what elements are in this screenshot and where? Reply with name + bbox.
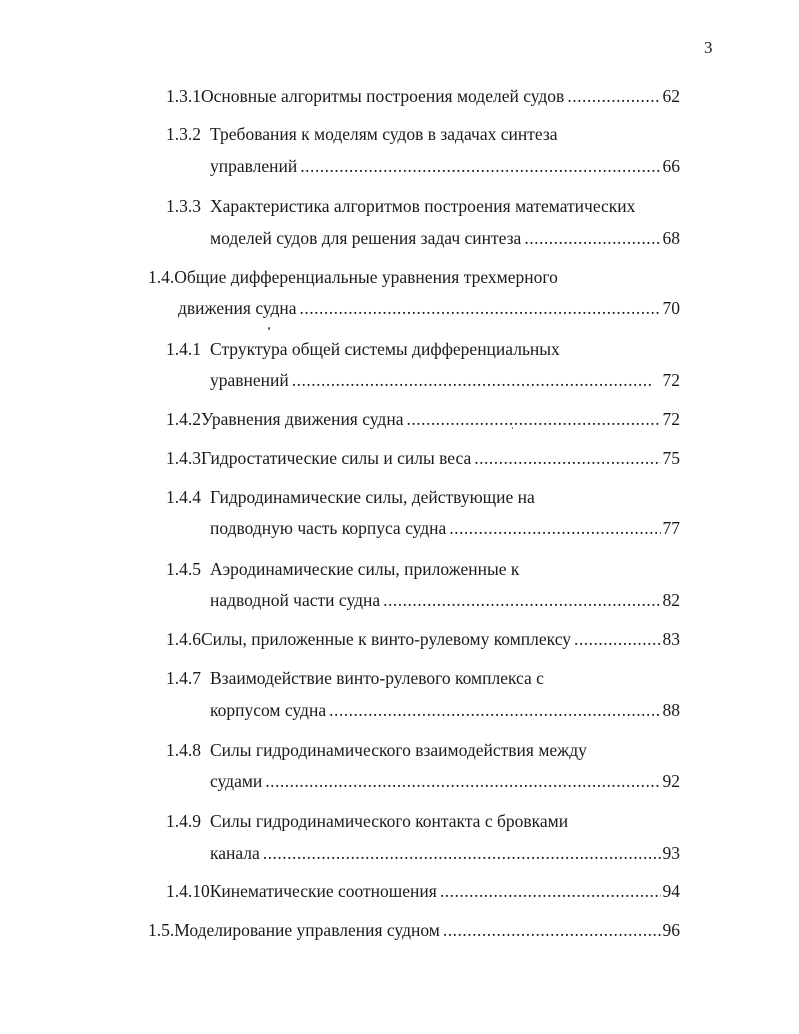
toc-title-continued: подводную часть корпуса судна xyxy=(210,518,447,538)
dot-leader xyxy=(443,920,661,940)
toc-number: 1.4.6 xyxy=(166,629,201,649)
dot-leader xyxy=(263,843,661,863)
toc-page: 62 xyxy=(662,86,680,106)
toc-page: 96 xyxy=(662,920,680,940)
dot-leader xyxy=(300,298,661,318)
toc-title-continued: канала xyxy=(210,843,260,863)
toc-title-continued: корпусом судна xyxy=(210,700,327,720)
dot-leader xyxy=(440,881,661,901)
toc-entry-1-4-4 xyxy=(166,487,680,507)
toc-title: Характеристика алгоритмов построения математических xyxy=(210,196,636,216)
toc-page: 93 xyxy=(662,843,680,863)
toc-number: 1.4.10 xyxy=(166,881,210,901)
dot-leader xyxy=(474,448,660,468)
toc-title-continued: надводной части судна xyxy=(210,590,381,610)
toc-entry-1-4-7 xyxy=(166,668,680,688)
toc-title: Основные алгоритмы построения моделей судов xyxy=(201,86,565,106)
toc-number: 1.4.8 xyxy=(166,740,201,760)
dot-leader xyxy=(300,156,660,176)
toc-entry-1-4-9-continued xyxy=(210,843,680,863)
toc-page: 66 xyxy=(662,156,680,176)
toc-page: 88 xyxy=(662,700,680,720)
toc-title-continued: движения судна xyxy=(178,298,297,318)
toc-title: Кинематические соотношения xyxy=(209,881,437,901)
toc-entry-1-4-1-continued xyxy=(210,370,680,390)
scan-speck xyxy=(268,327,270,330)
dot-leader xyxy=(383,590,660,610)
toc-page: 82 xyxy=(662,590,680,610)
toc-number: 1.4.5 xyxy=(166,559,201,579)
dot-leader xyxy=(265,771,660,791)
toc-page: 72 xyxy=(662,370,680,390)
toc-title-continued: управлений xyxy=(210,156,298,176)
toc-page: 75 xyxy=(662,448,680,468)
toc-entry-1-3-3 xyxy=(166,196,680,216)
toc-entry-1-4-8-continued xyxy=(210,771,680,791)
toc-title: Моделирование управления судном xyxy=(174,920,440,940)
toc-entry-1-4-7-continued xyxy=(210,700,680,720)
toc-page: 70 xyxy=(662,298,680,318)
toc-title: Взаимодействие винто-рулевого комплекса с xyxy=(210,668,544,688)
toc-entry-1-4-continued xyxy=(178,298,680,318)
toc-number: 1.3.1 xyxy=(166,86,201,106)
toc-entry-1-4-6 xyxy=(166,629,680,649)
toc-entry-1-4-10 xyxy=(166,881,680,901)
toc-title: Силы гидродинамического контакта с бровками xyxy=(210,811,569,831)
toc-page: 68 xyxy=(662,228,680,248)
dot-leader xyxy=(406,409,660,429)
toc-number: 1.3.3 xyxy=(166,196,201,216)
toc-number: 1.5. xyxy=(148,920,175,940)
toc-page: 83 xyxy=(662,629,680,649)
toc-number: 1.4. xyxy=(148,267,175,287)
toc-title-continued: моделей судов для решения задач синтеза xyxy=(210,228,522,248)
toc-entry-1-4-2 xyxy=(166,409,680,429)
toc-title: Аэродинамические силы, приложенные к xyxy=(210,559,520,579)
toc-title: Силы гидродинамического взаимодействия между xyxy=(210,740,587,760)
toc-entry-1-3-3-continued xyxy=(210,228,680,248)
toc-number: 1.4.9 xyxy=(166,811,201,831)
toc-number: 1.4.1 xyxy=(166,339,201,359)
toc-number: 1.3.2 xyxy=(166,124,201,144)
toc-title: Структура общей системы дифференциальных xyxy=(210,339,560,359)
toc-title: Требования к моделям судов в задачах синтеза xyxy=(210,124,558,144)
toc-entry-1-4-8 xyxy=(166,740,680,760)
toc-entry-1-3-2-continued xyxy=(210,156,680,176)
toc-title: Уравнения движения судна xyxy=(201,409,404,429)
toc-entry-1-4-1 xyxy=(166,339,680,359)
dot-leader xyxy=(567,86,660,106)
dot-leader xyxy=(524,228,660,248)
toc-entry-1-3-1 xyxy=(166,86,680,106)
scan-speck xyxy=(512,427,513,429)
toc-entry-1-4-5 xyxy=(166,559,680,579)
toc-entry-1-4-5-continued xyxy=(210,590,680,610)
dot-leader xyxy=(329,700,660,720)
toc-title-continued: судами xyxy=(210,771,263,791)
toc-page: 92 xyxy=(662,771,680,791)
toc-title: Гидростатические силы и силы веса xyxy=(201,448,472,468)
toc-entry-1-4-9 xyxy=(166,811,680,831)
toc-entry-1-5 xyxy=(148,920,680,940)
toc-number: 1.4.3 xyxy=(166,448,201,468)
toc-title: Гидродинамические силы, действующие на xyxy=(210,487,535,507)
dot-leader xyxy=(574,629,660,649)
toc-entry-1-3-2 xyxy=(166,124,680,144)
toc-entry-1-4 xyxy=(148,267,680,287)
toc-entry-1-4-4-continued xyxy=(210,518,680,538)
toc-title: Силы, приложенные к винто-рулевому комплексу xyxy=(201,629,572,649)
toc-page: 77 xyxy=(662,518,680,538)
toc-page: 72 xyxy=(662,409,680,429)
toc-number: 1.4.2 xyxy=(166,409,201,429)
toc-number: 1.4.4 xyxy=(166,487,201,507)
toc-page: 94 xyxy=(662,881,680,901)
toc-title-continued: уравнений xyxy=(210,370,289,390)
toc-title: Общие дифференциальные уравнения трехмерного xyxy=(174,267,558,287)
dot-leader xyxy=(449,518,660,538)
toc-number: 1.4.7 xyxy=(166,668,201,688)
dot-leader xyxy=(292,370,651,390)
page-number: 3 xyxy=(704,38,713,57)
toc-entry-1-4-3 xyxy=(166,448,680,468)
